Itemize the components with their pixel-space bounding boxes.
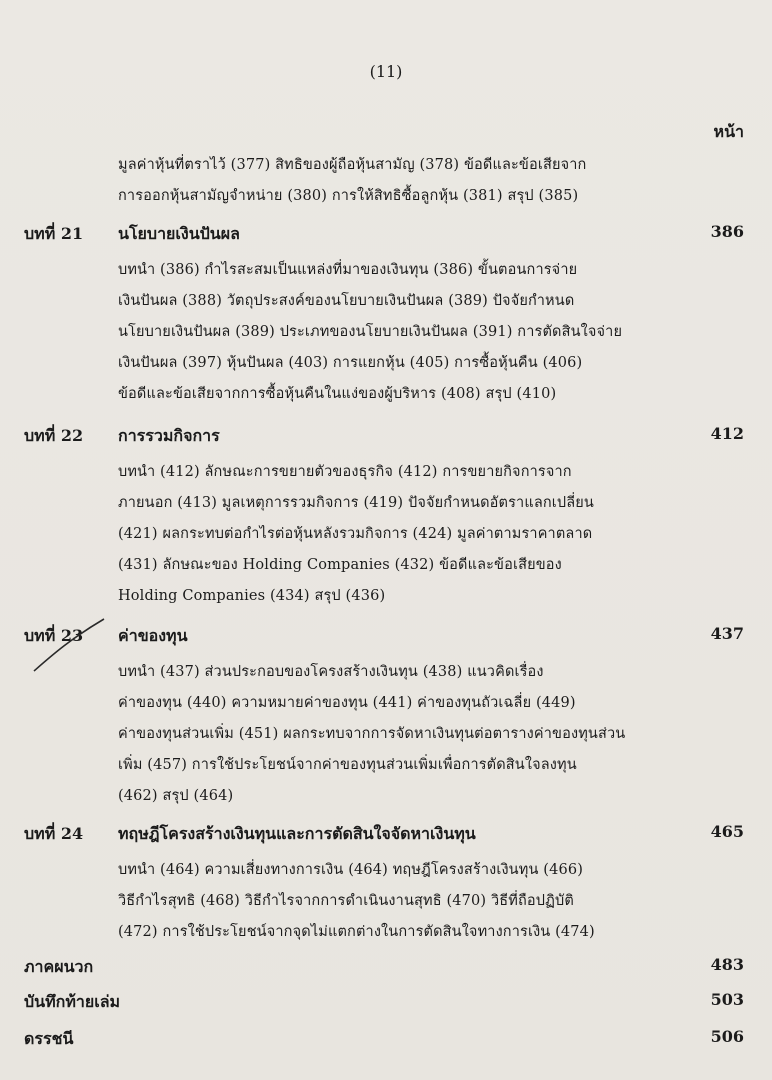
- topic-line: บทนำ (386) กำไรสะสมเป็นแหล่งที่มาของเงินทุน (386) ขั้นตอนการจ่าย: [118, 262, 578, 278]
- chapter-topics: [118, 457, 744, 612]
- topic-line: ข้อดีและข้อเสียจากการซื้อหุ้นคืนในแง่ของผู้บริหาร (408) สรุป (410): [118, 386, 557, 402]
- pen-mark-icon: [30, 615, 110, 675]
- chapter-number: บทที่ 22: [24, 426, 84, 445]
- topic-line: Holding Companies (434) สรุป (436): [118, 588, 386, 604]
- back-matter-page: 506: [710, 1027, 744, 1046]
- entry-line: การออกหุ้นสามัญจำหน่าย (380) การให้สิทธิซื้อลูกหุ้น (381) สรุป (385): [118, 188, 579, 204]
- chapter-title: ค่าของทุน: [118, 626, 188, 645]
- entry-lines: [118, 150, 744, 212]
- chapter-topics: [118, 255, 744, 410]
- topic-line: บทนำ (464) ความเสี่ยงทางการเงิน (464) ทฤษฎีโครงสร้างเงินทุน (466): [118, 862, 584, 878]
- back-matter-page: 483: [710, 955, 744, 974]
- chapter-page: 437: [710, 624, 744, 643]
- back-matter-label: ดรรชนี: [24, 1029, 74, 1048]
- topic-line: เพิ่ม (457) การใช้ประโยชน์จากค่าของทุนส่วนเพิ่มเพื่อการตัดสินใจลงทุน: [118, 757, 577, 773]
- chapter-number: บทที่ 24: [24, 824, 84, 843]
- entry-line: มูลค่าหุ้นที่ตราไว้ (377) สิทธิของผู้ถือหุ้นสามัญ (378) ข้อดีและข้อเสียจาก: [118, 157, 587, 173]
- chapter-page: 412: [710, 424, 744, 443]
- back-matter-label: ภาคผนวก: [24, 957, 94, 976]
- chapter-title: นโยบายเงินปันผล: [118, 224, 240, 243]
- chapter-title: การรวมกิจการ: [118, 426, 220, 445]
- chapter-page: 465: [710, 822, 744, 841]
- topic-line: (462) สรุป (464): [118, 788, 234, 804]
- topic-line: (431) ลักษณะของ Holding Companies (432) ข้อดีและข้อเสียของ: [118, 557, 562, 573]
- topic-line: บทนำ (437) ส่วนประกอบของโครงสร้างเงินทุน (438) แนวคิดเรื่อง: [118, 664, 544, 680]
- topic-line: นโยบายเงินปันผล (389) ประเภทของนโยบายเงินปันผล (391) การตัดสินใจจ่าย: [118, 324, 623, 340]
- page-number: (11): [369, 62, 403, 81]
- topic-line: เงินปันผล (388) วัตถุประสงค์ของนโยบายเงินปันผล (389) ปัจจัยกำหนด: [118, 293, 575, 309]
- back-matter-page: 503: [710, 990, 744, 1009]
- chapter-topics: [118, 657, 744, 812]
- topic-line: บทนำ (412) ลักษณะการขยายตัวของธุรกิจ (412) การขยายกิจการจาก: [118, 464, 572, 480]
- chapter-title: ทฤษฎีโครงสร้างเงินทุนและการตัดสินใจจัดหาเงินทุน: [118, 824, 476, 843]
- topic-line: (421) ผลกระทบต่อกำไรต่อหุ้นหลังรวมกิจการ (424) มูลค่าตามราคาตลาด: [118, 526, 593, 542]
- chapter-topics: [118, 855, 744, 948]
- topic-line: ค่าของทุนส่วนเพิ่ม (451) ผลกระทบจากการจัดหาเงินทุนต่อตารางค่าของทุนส่วน: [118, 726, 626, 742]
- topic-line: (472) การใช้ประโยชน์จากจุดไม่แตกต่างในการตัดสินใจทางการเงิน (474): [118, 924, 595, 940]
- back-matter-label: บันทึกท้ายเล่ม: [24, 992, 121, 1011]
- chapter-number: บทที่ 23: [24, 626, 84, 645]
- chapter-number: บทที่ 21: [24, 224, 84, 243]
- topic-line: วิธีกำไรสุทธิ (468) วิธีกำไรจากการดำเนินงานสุทธิ (470) วิธีที่ถือปฏิบัติ: [118, 893, 574, 909]
- chapter-page: 386: [710, 222, 744, 241]
- topic-line: เงินปันผล (397) หุ้นปันผล (403) การแยกหุ้น (405) การซื้อหุ้นคืน (406): [118, 355, 583, 371]
- topic-line: ค่าของทุน (440) ความหมายค่าของทุน (441) ค่าของทุนถัวเฉลี่ย (449): [118, 695, 576, 711]
- topic-line: ภายนอก (413) มูลเหตุการรวมกิจการ (419) ปัจจัยกำหนดอัตราแลกเปลี่ยน: [118, 495, 594, 511]
- page-column-label: หน้า: [713, 122, 744, 141]
